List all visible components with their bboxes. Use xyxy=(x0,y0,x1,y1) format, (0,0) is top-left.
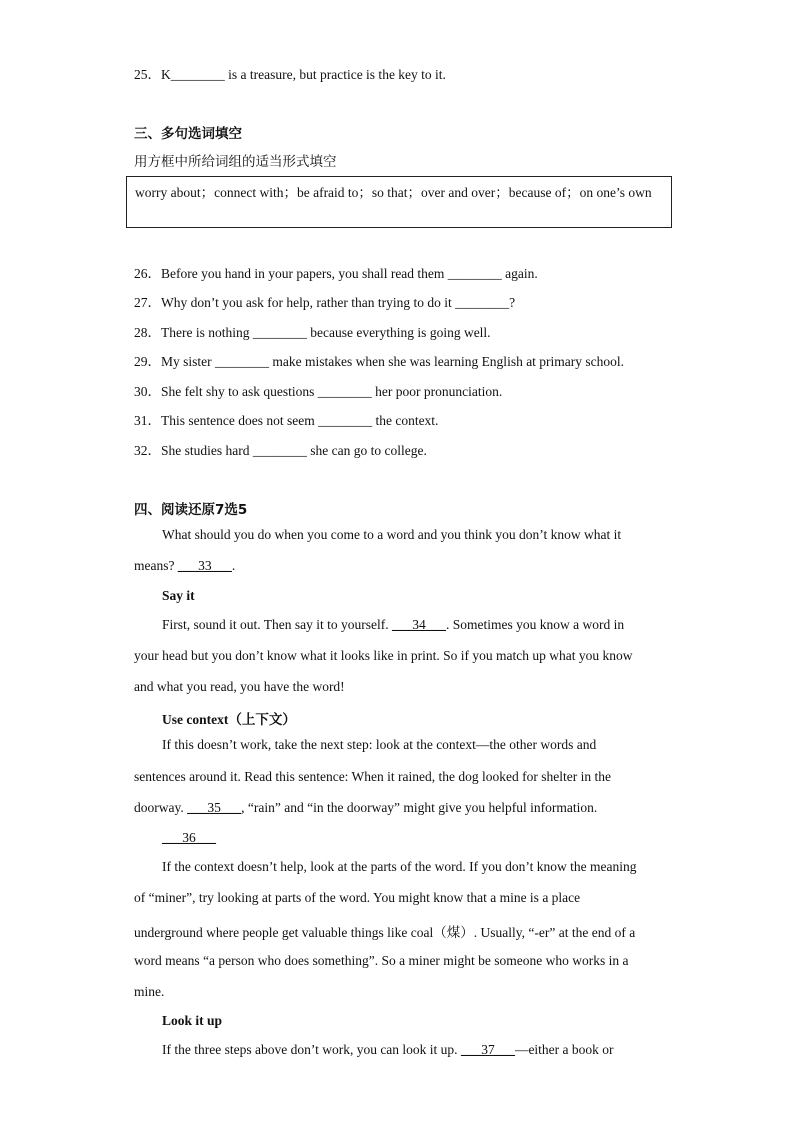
question-26: 26．Before you hand in your papers, you shall read them ________ again. xyxy=(134,266,538,281)
paragraph-2-line-1: First, sound it out. Then say it to yourself. ___34___. Sometimes you know a word in xyxy=(162,617,625,632)
paragraph-4-line-5: mine. xyxy=(134,984,165,999)
paragraph-5-line-1: If the three steps above don’t work, you can look it up. ___37___—either a book or xyxy=(162,1042,614,1057)
subheading-say-it: Say it xyxy=(162,588,195,603)
question-25: 25．K________ is a treasure, but practice is the key to it. xyxy=(134,67,446,82)
paragraph-1-line-2: means? ___33___. xyxy=(134,558,236,573)
question-31: 31．This sentence does not seem ________ the context. xyxy=(134,413,439,428)
paragraph-4-line-3: underground where people get valuable things like coal（煤）. Usually, “-er” at the end of a xyxy=(134,925,636,940)
section-3-instruction: 用方框中所给词组的适当形式填空 xyxy=(134,154,337,170)
paragraph-4-line-1: If the context doesn’t help, look at the parts of the word. If you don’t know the meaning xyxy=(162,859,637,874)
blank-34: ___34___ xyxy=(392,617,446,632)
question-29: 29．My sister ________ make mistakes when she was learning English at primary school. xyxy=(134,354,625,369)
paragraph-4-line-2: of “miner”, try looking at parts of the word. You might know that a mine is a place xyxy=(134,890,581,905)
section-4-heading: 四、阅读还原7选5 xyxy=(134,502,248,518)
blank-33: ___33___ xyxy=(177,558,232,573)
question-28: 28．There is nothing ________ because everything is going well. xyxy=(134,325,491,340)
subheading-use-context: Use context（上下文） xyxy=(162,712,296,727)
paragraph-3-line-1: If this doesn’t work, take the next step: look at the context—the other words and xyxy=(162,737,597,752)
blank-35: ___35___ xyxy=(187,800,242,815)
paragraph-2-line-3: and what you read, you have the word! xyxy=(134,679,345,694)
word-box: worry about；connect with；be afraid to；so that；over and over；because of；on one’s own xyxy=(126,176,672,228)
subheading-look-it-up: Look it up xyxy=(162,1013,223,1028)
question-32: 32．She studies hard ________ she can go to college. xyxy=(134,443,427,458)
paragraph-3-line-3: doorway. ___35___, “rain” and “in the doorway” might give you helpful information. xyxy=(134,800,598,815)
question-30: 30．She felt shy to ask questions ________ her poor pronunciation. xyxy=(134,384,503,399)
paragraph-2-line-2: your head but you don’t know what it looks like in print. So if you match up what you know xyxy=(134,648,633,663)
paragraph-3-line-2: sentences around it. Read this sentence: When it rained, the dog looked for shelter in the xyxy=(134,769,611,784)
blank-36: ___36___ xyxy=(162,830,216,845)
paragraph-1-line-1: What should you do when you come to a word and you think you don’t know what it xyxy=(162,527,622,542)
section-3-heading: 三、多句选词填空 xyxy=(134,126,242,142)
question-27: 27．Why don’t you ask for help, rather than trying to do it ________? xyxy=(134,295,516,310)
blank-37: ___37___ xyxy=(460,1042,515,1057)
paragraph-4-line-4: word means “a person who does something”. So a miner might be someone who works in a xyxy=(134,953,629,968)
